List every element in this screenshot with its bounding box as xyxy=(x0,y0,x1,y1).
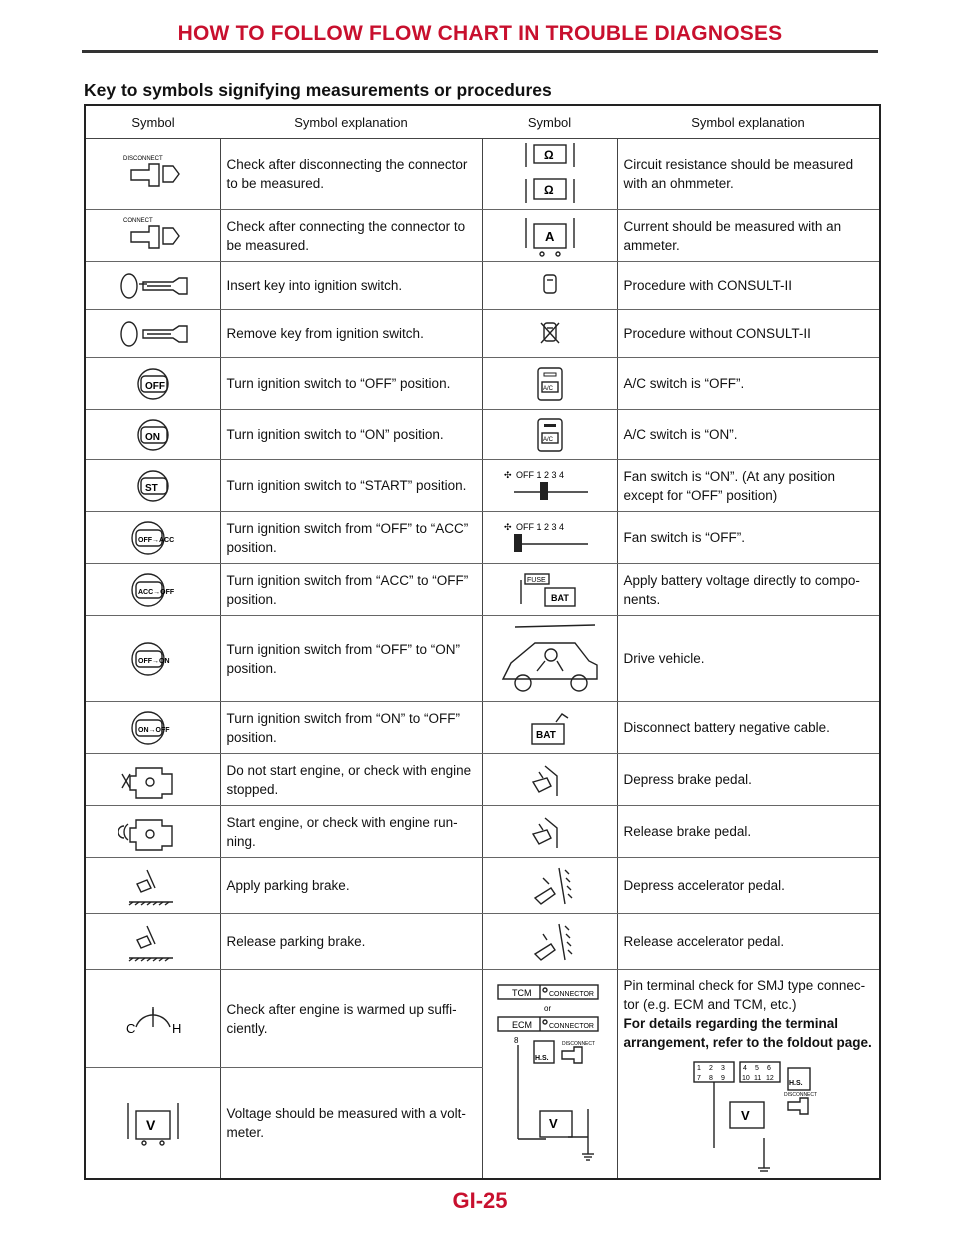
table-row xyxy=(85,460,880,512)
ignition-on-to-off-icon xyxy=(85,702,220,754)
table-row xyxy=(85,858,880,914)
svg-text:A/C: A/C xyxy=(542,385,553,392)
no-consult-icon xyxy=(482,310,617,358)
table-row xyxy=(85,139,880,210)
row-explanation-2: A/C switch is “ON”. xyxy=(617,410,880,460)
fan-switch-on-icon xyxy=(482,460,617,512)
row-explanation-2: Fan switch is “OFF”. xyxy=(617,512,880,564)
table-row xyxy=(85,410,880,460)
pin-check-bold-text: For details regarding the terminal arrangement, refer to the foldout page. xyxy=(623,1016,872,1050)
ignition-on-icon xyxy=(85,410,220,460)
table-row xyxy=(85,262,880,310)
row-explanation: Remove key from ignition switch. xyxy=(220,310,482,358)
row-explanation: Turn ignition switch from “OFF” to “ACC” position. xyxy=(220,512,482,564)
ac-switch-off-icon xyxy=(482,358,617,410)
row-explanation-2: Procedure with CONSULT-II xyxy=(617,262,880,310)
fan-switch-off-icon xyxy=(482,512,617,564)
table-row xyxy=(85,754,880,806)
voltmeter-v-label: V xyxy=(548,1116,558,1131)
insert-key-icon xyxy=(85,262,220,310)
table-row xyxy=(85,616,880,702)
terminal-arrangement-diagram xyxy=(684,1058,884,1178)
svg-text:ON: ON xyxy=(144,431,160,443)
row-explanation: Apply parking brake. xyxy=(220,858,482,914)
ignition-off-to-acc-icon xyxy=(85,512,220,564)
terminal-number: 5 xyxy=(754,1065,759,1072)
table-header-row xyxy=(85,105,880,139)
svg-text:A: A xyxy=(544,228,554,244)
row-explanation: Turn ignition switch to “OFF” position. xyxy=(220,358,482,410)
disconnect-label: DISCONNECT xyxy=(561,1041,595,1047)
table-row xyxy=(85,914,880,970)
row-explanation-2: A/C switch is “OFF”. xyxy=(617,358,880,410)
ecm-label: ECM xyxy=(511,1020,532,1030)
svg-text:CONNECT: CONNECT xyxy=(122,217,153,224)
release-parking-brake-icon xyxy=(85,914,220,970)
row-explanation: Voltage should be measured with a volt- meter. xyxy=(220,1068,482,1179)
row-explanation: Do not start engine, or check with engine stopped. xyxy=(220,754,482,806)
ignition-off-icon xyxy=(85,358,220,410)
col-header-symbol-2: Symbol xyxy=(482,105,617,139)
row-explanation-2: Depress accelerator pedal. xyxy=(617,858,880,914)
svg-text:✣: ✣ xyxy=(503,521,512,532)
row-explanation: Check after engine is warmed up suffi- ciently. xyxy=(220,970,482,1068)
ac-switch-on-icon xyxy=(482,410,617,460)
row-explanation: Turn ignition switch from “OFF” to “ON” position. xyxy=(220,616,482,702)
ignition-off-to-on-icon xyxy=(85,616,220,702)
ignition-acc-to-off-icon xyxy=(85,564,220,616)
terminal-v-label: V xyxy=(740,1108,750,1123)
table-row xyxy=(85,358,880,410)
terminal-number: 1 xyxy=(696,1065,701,1072)
svg-text:OFF 1 2 3 4: OFF 1 2 3 4 xyxy=(515,469,564,480)
row-explanation-2: Disconnect battery negative cable. xyxy=(617,702,880,754)
remove-key-icon xyxy=(85,310,220,358)
engine-running-icon xyxy=(85,806,220,858)
terminal-number: 6 xyxy=(766,1065,771,1072)
depress-accelerator-icon xyxy=(482,858,617,914)
svg-text:✣: ✣ xyxy=(503,469,512,480)
terminal-number: 9 xyxy=(720,1075,725,1082)
release-brake-icon xyxy=(482,806,617,858)
row-explanation-2: Apply battery voltage directly to compo- nents. xyxy=(617,564,880,616)
svg-text:BAT: BAT xyxy=(550,592,569,603)
svg-text:ACC→OFF: ACC→OFF xyxy=(137,588,174,596)
terminal-number: 3 xyxy=(720,1065,725,1072)
row-explanation: Start engine, or check with engine run- ning. xyxy=(220,806,482,858)
terminal-disconnect-label: DISCONNECT xyxy=(783,1092,817,1098)
connector-label: CONNECTOR xyxy=(548,991,594,998)
disconnect-connector-icon xyxy=(85,139,220,210)
row-explanation: Check after connecting the connector to be measured. xyxy=(220,210,482,262)
svg-text:FUSE: FUSE xyxy=(526,576,546,584)
svg-text:ON→OFF: ON→OFF xyxy=(137,726,170,734)
depress-brake-icon xyxy=(482,754,617,806)
row-explanation-2: Fan switch is “ON”. (At any position except for “OFF” position) xyxy=(617,460,880,512)
svg-text:BAT: BAT xyxy=(535,729,556,741)
gauge-h-label: H xyxy=(171,1020,182,1036)
svg-text:OFF→ON: OFF→ON xyxy=(137,657,170,665)
or-label: or xyxy=(543,1004,551,1013)
svg-text:OFF→ACC: OFF→ACC xyxy=(137,536,174,544)
terminal-number: 12 xyxy=(765,1075,774,1082)
battery-disconnect-icon xyxy=(482,702,617,754)
connect-connector-icon xyxy=(85,210,220,262)
pin-check-text: Pin terminal check for SMJ type connec- tor (e.g. ECM and TCM, etc.) xyxy=(623,978,866,1012)
terminal-number: 7 xyxy=(696,1075,701,1082)
table-row xyxy=(85,210,880,262)
section-title: Key to symbols signifying measurements or procedures xyxy=(84,80,552,100)
svg-text:Ω: Ω xyxy=(543,183,554,197)
ohmmeter-icon xyxy=(482,139,617,210)
row-explanation: Check after disconnecting the connector to be measured. xyxy=(220,139,482,210)
table-row xyxy=(85,970,880,1068)
page-header: HOW TO FOLLOW FLOW CHART IN TROUBLE DIAGNOSES xyxy=(177,22,783,45)
table-row xyxy=(85,512,880,564)
voltmeter-icon xyxy=(85,1068,220,1179)
svg-text:ST: ST xyxy=(144,482,158,494)
row-explanation-2: Depress brake pedal. xyxy=(617,754,880,806)
release-accelerator-icon xyxy=(482,914,617,970)
tcm-label: TCM xyxy=(511,988,531,998)
svg-text:OFF 1 2 3 4: OFF 1 2 3 4 xyxy=(515,521,564,532)
row-explanation-2: Drive vehicle. xyxy=(617,616,880,702)
row-explanation: Turn ignition switch from “ACC” to “OFF” position. xyxy=(220,564,482,616)
terminal-number: 11 xyxy=(753,1075,761,1082)
voltmeter-label: V xyxy=(145,1117,156,1134)
page-number: GI-25 xyxy=(452,1188,508,1213)
consult-icon xyxy=(482,262,617,310)
hs-label: H.S. xyxy=(534,1055,549,1062)
apply-parking-brake-icon xyxy=(85,858,220,914)
terminal-number: 8 xyxy=(708,1075,713,1082)
row-explanation-2: Circuit resistance should be measured with an ohmmeter. xyxy=(617,139,880,210)
row-explanation: Release parking brake. xyxy=(220,914,482,970)
symbols-table xyxy=(84,104,881,1180)
table-row xyxy=(85,806,880,858)
svg-text:DISCONNECT: DISCONNECT xyxy=(122,156,163,162)
terminal-number: 2 xyxy=(708,1065,713,1072)
svg-text:OFF: OFF xyxy=(144,380,165,392)
ammeter-icon xyxy=(482,210,617,262)
svg-text:A/C: A/C xyxy=(542,436,553,443)
connector-label-2: CONNECTOR xyxy=(548,1023,594,1030)
temperature-gauge-icon xyxy=(85,970,220,1068)
header-rule xyxy=(82,50,878,53)
svg-text:Ω: Ω xyxy=(543,148,554,162)
engine-stopped-icon xyxy=(85,754,220,806)
row-explanation: Turn ignition switch from “ON” to “OFF” position. xyxy=(220,702,482,754)
table-row xyxy=(85,310,880,358)
col-header-symbol: Symbol xyxy=(85,105,220,139)
row-explanation-2: Procedure without CONSULT-II xyxy=(617,310,880,358)
pin-check-explanation xyxy=(617,970,880,1180)
row-explanation-2: Current should be measured with an ammeter. xyxy=(617,210,880,262)
row-explanation: Turn ignition switch to “ON” position. xyxy=(220,410,482,460)
terminal-number: 4 xyxy=(742,1065,747,1072)
drive-vehicle-icon xyxy=(482,616,617,702)
terminal-hs-label: H.S. xyxy=(788,1080,803,1087)
table-row xyxy=(85,564,880,616)
table-row xyxy=(85,702,880,754)
gauge-c-label: C xyxy=(125,1020,136,1036)
row-explanation-2: Release brake pedal. xyxy=(617,806,880,858)
pin-terminal-diagram-icon xyxy=(482,970,617,1180)
pin-number-label: 8 xyxy=(513,1036,518,1045)
col-header-explanation: Symbol explanation xyxy=(220,105,482,139)
row-explanation: Turn ignition switch to “START” position. xyxy=(220,460,482,512)
battery-fuse-icon xyxy=(482,564,617,616)
row-explanation: Insert key into ignition switch. xyxy=(220,262,482,310)
terminal-number: 10 xyxy=(741,1075,750,1082)
row-explanation-2: Release accelerator pedal. xyxy=(617,914,880,970)
col-header-explanation-2: Symbol explanation xyxy=(617,105,880,139)
ignition-start-icon xyxy=(85,460,220,512)
